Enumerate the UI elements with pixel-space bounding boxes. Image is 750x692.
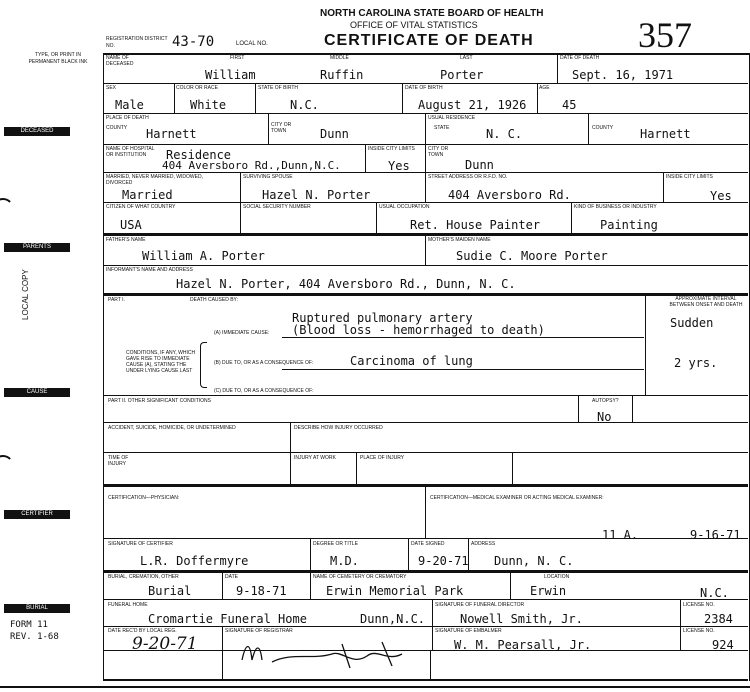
value-funeral-home-addr: Dunn,N.C. (360, 612, 426, 626)
tab-certifier: CERTIFIER (4, 510, 70, 519)
label-conditions: CONDITIONS, IF ANY, WHICH GAVE RISE TO IMMEDIATE CAUSE (A), STATING THE UNDER LYING CAUSE LAST (126, 350, 196, 374)
value-street-res: 404 Aversboro Rd. (448, 188, 571, 202)
label-marital: MARRIED, NEVER MARRIED, WIDOWED, DIVORCED (106, 174, 203, 186)
value-date-birth: August 21, 1926 (418, 98, 527, 112)
value-cause-a-2: (Blood loss - hemorrhaged to death) (292, 323, 545, 337)
value-certifier: L.R. Doffermyre (140, 554, 249, 568)
label-inside-city-death: INSIDE CITY LIMITS (368, 146, 415, 152)
registrar-signature (232, 632, 422, 672)
value-cause-b: Carcinoma of lung (350, 354, 473, 368)
label-death-caused: DEATH CAUSED BY: (190, 297, 238, 303)
value-state-birth: N.C. (290, 98, 319, 112)
label-city-death: CITY OR TOWN (271, 122, 292, 134)
label-industry: KIND OF BUSINESS OR INDUSTRY (574, 204, 657, 210)
tab-deceased: DECEASED (4, 127, 70, 136)
page-title: CERTIFICATE OF DEATH (324, 32, 534, 49)
label-occupation: USUAL OCCUPATION (379, 204, 430, 210)
value-date-recd: 9-20-71 (132, 634, 198, 654)
value-date-of-death: Sept. 16, 1971 (572, 68, 674, 82)
label-burial: BURIAL, CREMATION, OTHER (108, 574, 179, 580)
label-due-to-c: (C) DUE TO, OR AS A CONSEQUENCE OF: (214, 388, 314, 394)
label-spouse: SURVIVING SPOUSE (243, 174, 293, 180)
label-license: LICENSE NO. (683, 602, 715, 608)
value-pronounced-time: 11 A. (602, 528, 639, 542)
value-marital: Married (122, 188, 173, 202)
label-age: AGE (539, 85, 550, 91)
label-injury-work: INJURY AT WORK (294, 455, 336, 461)
value-embalmer: W. M. Pearsall, Jr. (454, 638, 592, 652)
value-industry: Painting (600, 218, 658, 232)
value-mother: Sudie C. Moore Porter (456, 249, 608, 263)
label-inside-city-res: INSIDE CITY LIMITS (666, 174, 713, 180)
value-color: White (190, 98, 227, 112)
local-label: LOCAL NO. (236, 41, 268, 47)
tab-burial: BURIAL (4, 604, 70, 613)
label-citizen: CITIZEN OF WHAT COUNTRY (106, 204, 176, 210)
label-date-recd: DATE REC'D BY LOCAL REG. (108, 628, 177, 634)
value-citizen: USA (120, 218, 142, 232)
label-date-of-death: DATE OF DEATH (560, 55, 600, 61)
value-age: 45 (562, 98, 577, 112)
label-signature-certifier: SIGNATURE OF CERTIFIER (108, 541, 173, 547)
value-informant: Hazel N. Porter, 404 Aversboro Rd., Dunn, N. C. (176, 277, 516, 291)
board-name: NORTH CAROLINA STATE BOARD OF HEALTH (320, 8, 544, 19)
value-sex: Male (115, 98, 144, 112)
label-immediate-cause: (A) IMMEDIATE CAUSE: (214, 330, 270, 336)
punch-hole-bottom (0, 455, 14, 477)
label-license-embalmer: LICENSE NO. (683, 628, 715, 634)
label-signature-director: SIGNATURE OF FUNERAL DIRECTOR (435, 602, 525, 608)
value-inside-city-death: Yes (388, 159, 410, 173)
label-date-birth: DATE OF BIRTH (405, 85, 443, 91)
value-city-death: Dunn (320, 127, 349, 141)
label-mother: MOTHER'S MAIDEN NAME (428, 237, 491, 243)
label-ssn: SOCIAL SECURITY NUMBER (243, 204, 311, 210)
form-revision: REV. 1-68 (10, 632, 59, 642)
value-first-name: William (205, 68, 256, 82)
label-burial-date: DATE (225, 574, 238, 580)
label-last: LAST (460, 55, 473, 61)
value-inside-city-res: Yes (710, 189, 732, 203)
value-father: William A. Porter (142, 249, 265, 263)
label-county-res: COUNTY (592, 125, 614, 131)
label-degree: DEGREE OR TITLE (313, 541, 358, 547)
label-cert-physician: CERTIFICATION—PHYSICIAN: (108, 495, 180, 501)
value-cause-a-1: Ruptured pulmonary artery (292, 311, 473, 325)
value-cemetery: Erwin Memorial Park (326, 584, 464, 598)
label-first: FIRST (230, 55, 245, 61)
value-middle-name: Ruffin (320, 68, 364, 82)
label-state-res: STATE (434, 125, 450, 131)
value-city-res: Dunn (465, 158, 494, 172)
value-burial-date: 9-18-71 (236, 584, 287, 598)
label-county-death: COUNTY (106, 125, 128, 131)
label-part2: PART II. OTHER SIGNIFICANT CONDITIONS (108, 398, 211, 404)
value-certifier-address: Dunn, N. C. (494, 554, 574, 568)
label-interval: APPROXIMATE INTERVAL BETWEEN ONSET AND DEATH (669, 296, 743, 308)
label-signature-embalmer: SIGNATURE OF EMBALMER (435, 628, 502, 634)
value-director-license: 2384 (704, 612, 733, 626)
label-signature-registrar: SIGNATURE OF REGISTRAR (225, 628, 293, 634)
label-place-injury: PLACE OF INJURY (360, 455, 405, 461)
label-name: NAME OF DECEASED (106, 55, 134, 67)
office-name: OFFICE OF VITAL STATISTICS (350, 20, 478, 30)
value-state-res: N. C. (486, 127, 523, 141)
ink-instructions: TYPE, OR PRINT IN PERMANENT BLACK INK (28, 52, 88, 65)
tab-parents: PARENTS (4, 243, 70, 252)
label-father: FATHER'S NAME (106, 237, 146, 243)
certificate-number: 357 (638, 15, 692, 55)
value-director: Nowell Smith, Jr. (460, 612, 583, 626)
value-occupation: Ret. House Painter (410, 218, 541, 232)
value-hospital-1: Residence (166, 148, 232, 162)
label-funeral-home: FUNERAL HOME (108, 602, 148, 608)
label-city-res: CITY OR TOWN (428, 146, 449, 158)
label-hospital: NAME OF HOSPITAL OR INSTITUTION (106, 146, 155, 158)
conditions-bracket (200, 342, 207, 388)
label-location: LOCATION (544, 574, 570, 580)
label-sex: SEX (106, 85, 117, 91)
value-pronounced-date: 9-16-71 (690, 528, 741, 542)
label-color: COLOR OR RACE (176, 85, 218, 91)
value-degree: M.D. (330, 554, 359, 568)
label-cemetery: NAME OF CEMETERY OR CREMATORY (313, 574, 407, 580)
form-number: FORM 11 (10, 620, 48, 630)
value-interval-a: Sudden (670, 316, 714, 330)
value-interval-b: 2 yrs. (674, 356, 718, 370)
label-time-injury: TIME OF INJURY (108, 455, 129, 467)
tab-cause: CAUSE (4, 388, 70, 397)
punch-hole-top (0, 198, 14, 220)
value-county-res: Harnett (640, 127, 691, 141)
label-date-signed: DATE SIGNED (411, 541, 445, 547)
value-location: Erwin (530, 584, 567, 598)
label-due-to-b: (B) DUE TO, OR AS A CONSEQUENCE OF: (214, 360, 314, 366)
value-hospital-2: 404 Aversboro Rd.,Dunn,N.C. (162, 159, 341, 172)
label-cert-me: CERTIFICATION—MEDICAL EXAMINER OR ACTING MEDICAL EXAMINER: (430, 495, 604, 501)
value-autopsy: No (597, 410, 612, 424)
value-last-name: Porter (440, 68, 484, 82)
label-middle: MIDDLE (330, 55, 349, 61)
label-state-birth: STATE OF BIRTH (258, 85, 299, 91)
value-county-death: Harnett (146, 127, 197, 141)
label-accident: ACCIDENT, SUICIDE, HOMICIDE, OR UNDETERMINED (108, 425, 236, 431)
label-place-death: PLACE OF DEATH (106, 115, 149, 121)
reg-number: 43-70 (172, 34, 215, 50)
local-copy-label: LOCAL COPY (21, 269, 30, 320)
value-burial: Burial (148, 584, 192, 598)
label-part1: PART I. (108, 297, 125, 303)
value-embalmer-license: 924 (712, 638, 734, 652)
label-informant: INFORMANT'S NAME AND ADDRESS (106, 267, 193, 273)
value-funeral-home: Cromartie Funeral Home (148, 612, 307, 626)
value-spouse: Hazel N. Porter (262, 188, 371, 202)
label-street-res: STREET ADDRESS OR R.F.D. NO. (428, 174, 508, 180)
reg-label: REGISTRATION DISTRICT NO. (106, 36, 168, 49)
value-date-signed: 9-20-71 (418, 554, 469, 568)
label-how-injury: DESCRIBE HOW INJURY OCCURRED (294, 425, 383, 431)
label-usual-residence: USUAL RESIDENCE (428, 115, 476, 121)
value-location-state: N.C. (700, 586, 729, 600)
label-autopsy: AUTOPSY? (592, 398, 619, 404)
label-address: ADDRESS (471, 541, 496, 547)
